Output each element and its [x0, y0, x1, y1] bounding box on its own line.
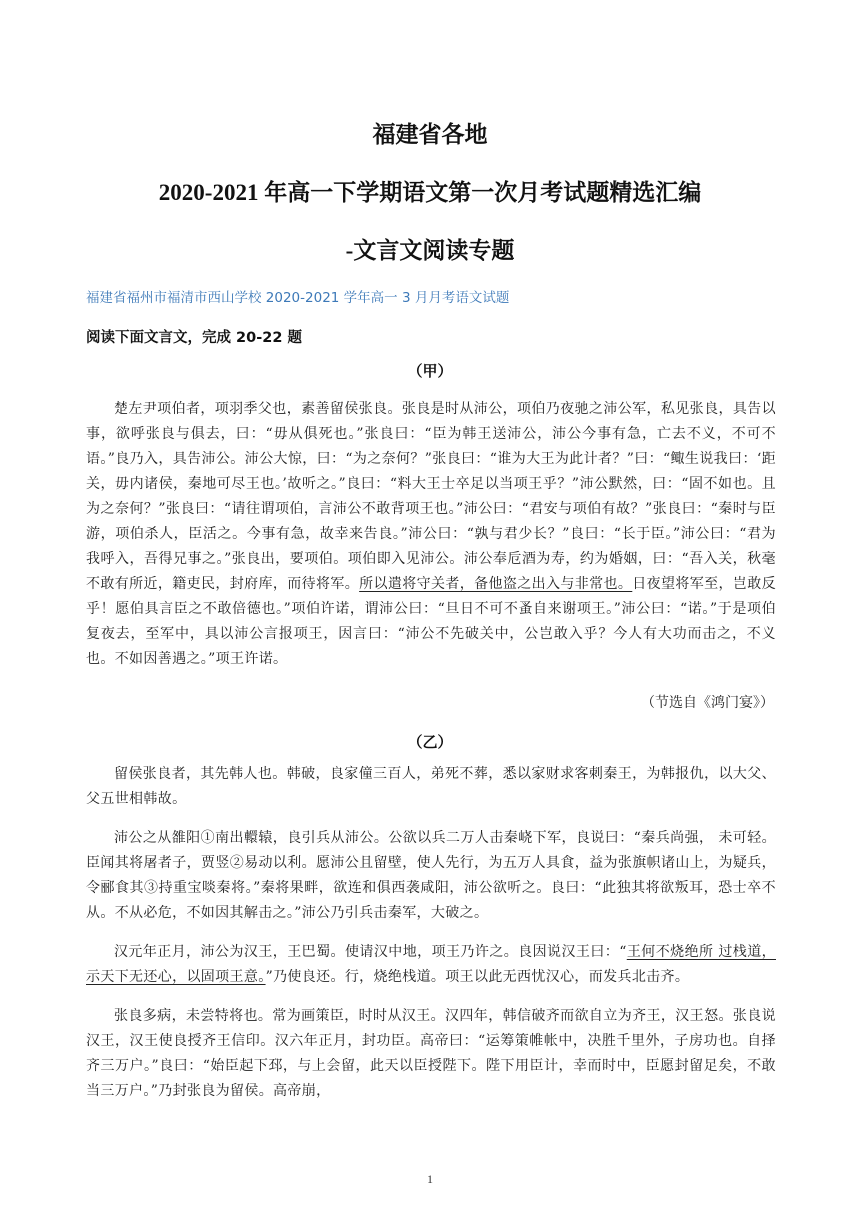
passage-yi-paragraph-1: 留侯张良者，其先韩人也。韩破，良家僮三百人，弟死不葬，悉以家财求客刺秦王，为韩报仇，以大父、父五世相韩故。	[86, 766, 776, 807]
passage-yi-paragraph-2: 沛公之从雒阳①南出轘辕，良引兵从沛公。公欲以兵二万人击秦峣下军，良说曰：“秦兵尚强， 未可轻。臣闻其将屠者子，贾竖②易动以利。愿沛公且留壁，使人先行，为五万人具食，益为张旗帜诸山上，为疑兵，令郦食其③持重宝啖秦将。”秦将果畔，欲连和俱西袭咸阳，沛公欲听之。良曰：“此独其将欲叛耳，恐士卒不从。不从必危，不如因其解击之。”沛公乃引兵击秦军，大破之。	[86, 830, 776, 921]
title-line-3: -文言文阅读专题	[345, 238, 515, 263]
passage-yi	[86, 762, 776, 1118]
text-segment: 汉元年正月，沛公为汉王，王巴蜀。使请汉中地，项王乃许之。良因说汉王曰：“	[114, 944, 627, 960]
passage-jia-credit: （节选自《鸿门宴》）	[641, 695, 774, 711]
passage-jia	[86, 397, 776, 686]
passage-yi-paragraph-3	[86, 940, 776, 990]
passage-jia-paragraph	[86, 397, 776, 672]
passage-yi-paragraph-4: 张良多病，未尝特将也。常为画策臣，时时从汉王。汉四年，韩信破齐而欲自立为齐王，汉王怒。张良说汉王，汉王使良授齐王信印。汉六年正月，封功臣。高帝曰：“运筹策帷帐中，决胜千里外，子房功也。自择齐三万户。”良曰：“始臣起下邳，与上会留，此天以臣授陛下。陛下用臣计，幸而时中，臣愿封留足矣，不敢当三万户。”乃封张良为留侯。高帝崩，	[86, 1008, 776, 1099]
page-number: 1	[427, 1172, 433, 1186]
title-line-1: 福建省各地	[372, 122, 488, 147]
text-segment: 楚左尹项伯者，项羽季父也，素善留侯张良。张良是时从沛公，项伯乃夜驰之沛公军，私见张良，具告以事，欲呼张良与俱去，曰：“毋从俱死也。”张良曰：“臣为韩王送沛公，沛公今事有急，亡去不义，不可不语。”良乃入，具告沛公。沛公大惊，曰：“为之奈何？”张良曰：“谁为大王为此计者？”曰：“鲰生说我曰：‘距关，毋内诸侯，秦地可尽王也。’故听之。”良曰：“料大王士卒足以当项王乎？”沛公默然，曰：“固不如也。且为之奈何？”张良曰：“请往谓项伯，言沛公不敢背项王也。”沛公曰：“君安与项伯有故？”张良曰：“秦时与臣游，项伯杀人，臣活之。今事有急，故幸来告良。”沛公曰：“孰与君少长？”良曰：“长于臣。”沛公曰：“君为我呼入，吾得兄事之。”张良出，要项伯。项伯即入见沛公。沛公奉卮酒为寿，约为婚姻，曰：“吾入关，秋毫不敢有所近，籍吏民，封府库，而待将军。	[86, 401, 776, 592]
text-segment: 日夜望将军至，岂敢反乎！愿伯具言臣之不敢倍德也。”项伯许诺，谓沛公曰：“旦日不可不蚤自来谢项王。”沛公曰：“诺。”于是项伯复夜去，至军中，具以沛公言报项王，因言曰：“沛公不先破关中，公岂敢入乎？今人有大功而击之，不义也。不如因善遇之。”项王许诺。	[86, 576, 777, 667]
text-segment: ”乃使良还。行，烧绝栈道。项王以此无西忧汉心，而发兵北击齐。	[265, 969, 690, 985]
underlined-sentence: 王何不烧绝所 过栈道，示天下无还心，以固项王意。	[86, 944, 776, 985]
title-line-2: 2020-2021 年高一下学期语文第一次月考试题精选汇编	[158, 180, 702, 205]
instruction: 阅读下面文言文，完成 20-22 题	[86, 330, 302, 346]
passage-yi-heading: （乙）	[407, 733, 453, 751]
source-line: 福建省福州市福清市西山学校 2020-2021 学年高一 3 月月考语文试题	[86, 290, 510, 306]
underlined-sentence: 所以遣将守关者，备他盗之出入与非常也。	[359, 576, 633, 592]
passage-jia-heading: （甲）	[407, 362, 453, 380]
